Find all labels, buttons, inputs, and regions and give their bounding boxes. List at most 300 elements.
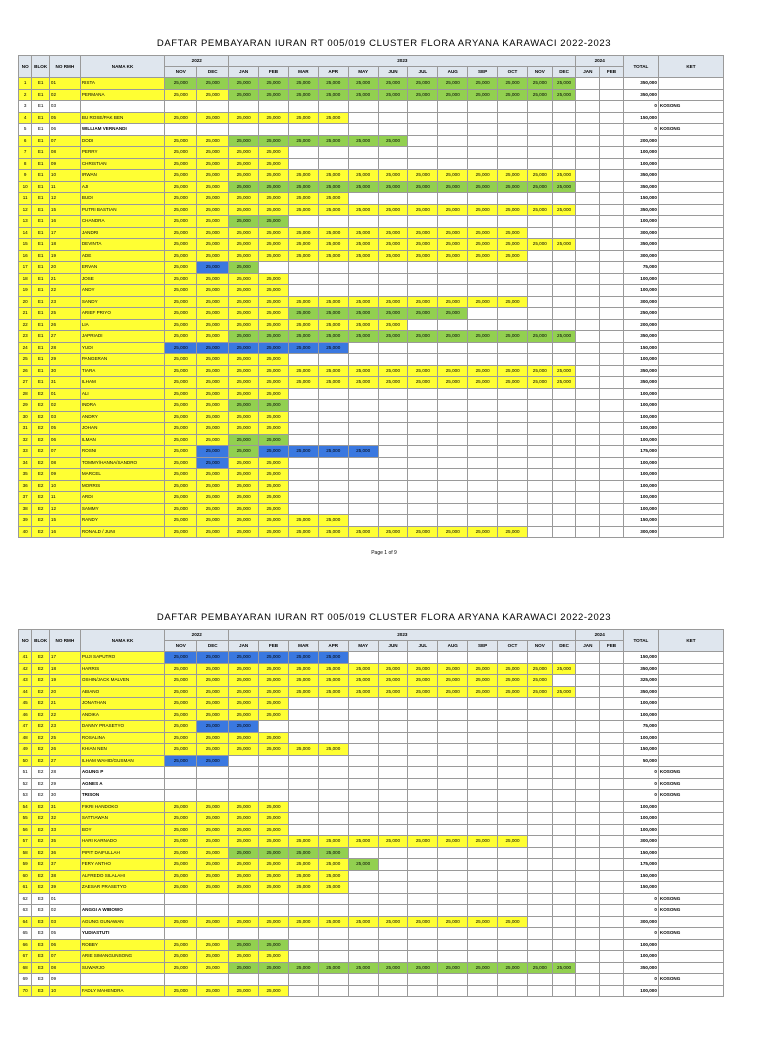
cell-no-rmh: 23: [49, 296, 80, 308]
cell-ket: [658, 250, 723, 262]
cell-payment: 25,000: [259, 354, 289, 366]
cell-payment: 25,000: [378, 170, 408, 182]
cell-payment: 25,000: [197, 721, 229, 733]
cell-empty: [378, 778, 408, 790]
cell-payment: 25,000: [408, 916, 438, 928]
table-row: [19, 675, 724, 687]
cell-empty: [348, 893, 378, 905]
cell-empty: [438, 778, 468, 790]
cell-nama-kk: ADE: [80, 250, 165, 262]
month-header: JAN: [229, 67, 259, 78]
cell-empty: [468, 273, 498, 285]
cell-payment: 25,000: [498, 526, 528, 538]
table-row: [19, 882, 724, 894]
cell-empty: [408, 974, 438, 986]
cell-empty: [600, 469, 624, 481]
cell-payment: 25,000: [165, 112, 197, 124]
cell-payment: 25,000: [438, 962, 468, 974]
cell-payment: 25,000: [165, 262, 197, 274]
cell-empty: [318, 928, 348, 940]
cell-no: 20: [19, 296, 32, 308]
cell-ket: [658, 147, 723, 159]
cell-payment: 25,000: [229, 939, 259, 951]
cell-empty: [527, 698, 552, 710]
cell-nama-kk: ILHAM: [80, 377, 165, 389]
cell-nama-kk: RISTA: [80, 78, 165, 90]
cell-empty: [552, 893, 576, 905]
cell-no: 18: [19, 273, 32, 285]
cell-payment: 25,000: [438, 526, 468, 538]
cell-empty: [408, 847, 438, 859]
cell-blok: E2: [32, 755, 50, 767]
cell-empty: [468, 503, 498, 515]
cell-empty: [408, 893, 438, 905]
cell-empty: [318, 354, 348, 366]
table-row: [19, 181, 724, 193]
cell-payment: 25,000: [259, 411, 289, 423]
cell-empty: [576, 709, 600, 721]
col-nama-kk: NAMA KK: [80, 630, 165, 652]
cell-empty: [527, 709, 552, 721]
cell-empty: [438, 319, 468, 331]
cell-no: 36: [19, 480, 32, 492]
cell-empty: [600, 744, 624, 756]
cell-payment: 25,000: [165, 663, 197, 675]
cell-empty: [348, 158, 378, 170]
cell-empty: [576, 181, 600, 193]
cell-empty: [498, 698, 528, 710]
cell-empty: [408, 870, 438, 882]
cell-empty: [378, 124, 408, 136]
cell-payment: 25,000: [165, 526, 197, 538]
cell-payment: 25,000: [259, 331, 289, 343]
cell-payment: 25,000: [165, 147, 197, 159]
cell-payment: 25,000: [378, 239, 408, 251]
cell-ket: KOSONG: [658, 974, 723, 986]
year-2022: 2022: [165, 630, 229, 641]
cell-ket: KOSONG: [658, 767, 723, 779]
cell-payment: 25,000: [165, 170, 197, 182]
cell-empty: [288, 732, 318, 744]
cell-empty: [197, 124, 229, 136]
cell-ket: [658, 227, 723, 239]
cell-payment: 25,000: [259, 204, 289, 216]
cell-payment: 25,000: [348, 446, 378, 458]
cell-payment: 25,000: [408, 686, 438, 698]
cell-empty: [576, 227, 600, 239]
cell-payment: 25,000: [197, 377, 229, 389]
cell-payment: 25,000: [468, 663, 498, 675]
cell-empty: [498, 480, 528, 492]
cell-empty: [348, 870, 378, 882]
cell-payment: 25,000: [468, 365, 498, 377]
cell-ket: KOSONG: [658, 893, 723, 905]
cell-empty: [408, 147, 438, 159]
cell-empty: [408, 434, 438, 446]
cell-no: 55: [19, 813, 32, 825]
cell-empty: [600, 135, 624, 147]
cell-empty: [576, 721, 600, 733]
cell-payment: 25,000: [498, 675, 528, 687]
cell-empty: [576, 331, 600, 343]
cell-empty: [576, 767, 600, 779]
cell-empty: [408, 135, 438, 147]
cell-empty: [600, 411, 624, 423]
cell-empty: [600, 239, 624, 251]
cell-payment: 25,000: [165, 227, 197, 239]
cell-nama-kk: ARIE SIMANGUNSONG: [80, 951, 165, 963]
cell-payment: 25,000: [318, 78, 348, 90]
cell-payment: 25,000: [197, 239, 229, 251]
cell-empty: [348, 400, 378, 412]
cell-total: 350,000: [623, 89, 658, 101]
cell-empty: [468, 905, 498, 917]
table-row: [19, 709, 724, 721]
cell-no: 8: [19, 158, 32, 170]
cell-blok: E2: [32, 434, 50, 446]
cell-empty: [288, 400, 318, 412]
cell-payment: 25,000: [259, 377, 289, 389]
cell-empty: [197, 974, 229, 986]
page-title: DAFTAR PEMBAYARAN IURAN RT 005/019 CLUSTER FLORA ARYANA KARAWACI 2022-2023: [156, 612, 612, 623]
cell-total: 150,000: [623, 744, 658, 756]
cell-empty: [378, 262, 408, 274]
cell-empty: [527, 285, 552, 297]
cell-empty: [552, 951, 576, 963]
cell-payment: 25,000: [229, 262, 259, 274]
cell-empty: [348, 193, 378, 205]
cell-empty: [527, 744, 552, 756]
cell-empty: [552, 744, 576, 756]
cell-empty: [288, 778, 318, 790]
cell-no: 24: [19, 342, 32, 354]
cell-ket: [658, 836, 723, 848]
cell-empty: [498, 400, 528, 412]
cell-nama-kk: RANDY: [80, 515, 165, 527]
cell-blok: E3: [32, 962, 50, 974]
cell-no-rmh: 01: [49, 388, 80, 400]
cell-empty: [438, 767, 468, 779]
cell-ket: [658, 675, 723, 687]
cell-payment: 25,000: [197, 847, 229, 859]
cell-ket: [658, 732, 723, 744]
table-row: [19, 388, 724, 400]
cell-blok: E3: [32, 928, 50, 940]
cell-payment: 25,000: [229, 709, 259, 721]
cell-empty: [348, 147, 378, 159]
cell-payment: 25,000: [348, 836, 378, 848]
cell-empty: [378, 434, 408, 446]
cell-empty: [576, 216, 600, 228]
cell-payment: 25,000: [438, 675, 468, 687]
cell-blok: E1: [32, 158, 50, 170]
cell-empty: [527, 652, 552, 664]
cell-payment: 25,000: [229, 273, 259, 285]
cell-payment: 25,000: [197, 434, 229, 446]
cell-payment: 25,000: [288, 181, 318, 193]
cell-empty: [468, 147, 498, 159]
cell-empty: [378, 492, 408, 504]
cell-empty: [527, 296, 552, 308]
cell-no: 62: [19, 893, 32, 905]
cell-payment: 25,000: [318, 250, 348, 262]
cell-payment: 25,000: [229, 204, 259, 216]
cell-empty: [318, 755, 348, 767]
cell-empty: [348, 423, 378, 435]
cell-empty: [527, 801, 552, 813]
cell-empty: [468, 790, 498, 802]
cell-empty: [408, 721, 438, 733]
cell-no-rmh: 29: [49, 778, 80, 790]
cell-payment: 25,000: [259, 951, 289, 963]
cell-payment: 25,000: [165, 273, 197, 285]
table-row: [19, 227, 724, 239]
cell-empty: [318, 423, 348, 435]
cell-empty: [552, 147, 576, 159]
cell-empty: [438, 790, 468, 802]
cell-empty: [600, 675, 624, 687]
cell-empty: [438, 985, 468, 997]
cell-empty: [576, 170, 600, 182]
cell-payment: 25,000: [165, 434, 197, 446]
cell-empty: [348, 985, 378, 997]
cell-no: 70: [19, 985, 32, 997]
table-row: [19, 698, 724, 710]
cell-empty: [378, 985, 408, 997]
cell-empty: [438, 744, 468, 756]
cell-empty: [527, 790, 552, 802]
cell-payment: 25,000: [468, 181, 498, 193]
cell-empty: [600, 250, 624, 262]
cell-payment: 25,000: [229, 859, 259, 871]
cell-ket: [658, 515, 723, 527]
cell-payment: 25,000: [259, 193, 289, 205]
cell-empty: [378, 388, 408, 400]
cell-payment: 25,000: [165, 652, 197, 664]
cell-payment: 25,000: [197, 354, 229, 366]
cell-empty: [288, 928, 318, 940]
cell-total: 100,000: [623, 709, 658, 721]
cell-payment: 25,000: [378, 675, 408, 687]
cell-nama-kk: SUWARJO: [80, 962, 165, 974]
cell-no-rmh: 07: [49, 135, 80, 147]
cell-empty: [468, 859, 498, 871]
cell-empty: [408, 411, 438, 423]
cell-total: 350,000: [623, 377, 658, 389]
cell-nama-kk: RONALD / JUNI: [80, 526, 165, 538]
cell-no: 21: [19, 308, 32, 320]
cell-empty: [527, 388, 552, 400]
cell-ket: [658, 503, 723, 515]
cell-empty: [318, 273, 348, 285]
cell-empty: [527, 732, 552, 744]
cell-empty: [576, 135, 600, 147]
cell-nama-kk: ROSNI: [80, 446, 165, 458]
cell-empty: [468, 457, 498, 469]
cell-empty: [498, 319, 528, 331]
cell-blok: E2: [32, 400, 50, 412]
cell-payment: 25,000: [197, 675, 229, 687]
cell-ket: [658, 870, 723, 882]
cell-payment: 25,000: [165, 216, 197, 228]
cell-payment: 25,000: [438, 181, 468, 193]
cell-payment: 25,000: [498, 377, 528, 389]
cell-no-rmh: 12: [49, 503, 80, 515]
cell-empty: [552, 801, 576, 813]
cell-empty: [348, 767, 378, 779]
cell-payment: 25,000: [165, 204, 197, 216]
cell-no: 69: [19, 974, 32, 986]
cell-payment: 25,000: [197, 709, 229, 721]
cell-empty: [288, 388, 318, 400]
cell-no-rmh: 02: [49, 905, 80, 917]
cell-payment: 25,000: [229, 836, 259, 848]
cell-empty: [576, 388, 600, 400]
cell-payment: 25,000: [552, 170, 576, 182]
cell-empty: [318, 492, 348, 504]
cell-blok: E3: [32, 905, 50, 917]
cell-empty: [576, 790, 600, 802]
month-header: OCT: [498, 641, 528, 652]
cell-empty: [438, 974, 468, 986]
cell-payment: 25,000: [378, 331, 408, 343]
cell-blok: E2: [32, 870, 50, 882]
col-ket: KET: [658, 56, 723, 78]
cell-ket: [658, 342, 723, 354]
cell-blok: E3: [32, 939, 50, 951]
cell-total: 100,000: [623, 503, 658, 515]
cell-payment: 25,000: [288, 526, 318, 538]
month-header: JUN: [378, 67, 408, 78]
cell-empty: [468, 974, 498, 986]
cell-no: 28: [19, 388, 32, 400]
cell-no: 54: [19, 801, 32, 813]
cell-empty: [527, 824, 552, 836]
cell-blok: E1: [32, 250, 50, 262]
cell-empty: [498, 101, 528, 113]
cell-payment: 25,000: [348, 526, 378, 538]
cell-payment: 25,000: [288, 239, 318, 251]
cell-empty: [288, 469, 318, 481]
cell-payment: 25,000: [197, 515, 229, 527]
cell-payment: 25,000: [288, 227, 318, 239]
cell-empty: [600, 962, 624, 974]
cell-empty: [378, 503, 408, 515]
cell-empty: [197, 905, 229, 917]
cell-no: 41: [19, 652, 32, 664]
cell-empty: [576, 78, 600, 90]
cell-no-rmh: 22: [49, 285, 80, 297]
col-total: TOTAL: [623, 56, 658, 78]
cell-empty: [600, 308, 624, 320]
cell-empty: [527, 859, 552, 871]
cell-no-rmh: 16: [49, 526, 80, 538]
cell-empty: [438, 951, 468, 963]
cell-total: 300,000: [623, 250, 658, 262]
table-row: [19, 778, 724, 790]
cell-empty: [288, 411, 318, 423]
cell-ket: [658, 709, 723, 721]
cell-empty: [600, 778, 624, 790]
cell-empty: [552, 526, 576, 538]
cell-payment: 25,000: [229, 285, 259, 297]
cell-no-rmh: 27: [49, 755, 80, 767]
month-header: NOV: [527, 67, 552, 78]
cell-payment: 25,000: [552, 239, 576, 251]
cell-empty: [600, 262, 624, 274]
cell-payment: 25,000: [197, 652, 229, 664]
cell-payment: 25,000: [197, 686, 229, 698]
cell-empty: [165, 928, 197, 940]
cell-payment: 25,000: [229, 158, 259, 170]
cell-total: 350,000: [623, 239, 658, 251]
cell-empty: [576, 377, 600, 389]
cell-ket: [658, 813, 723, 825]
cell-empty: [576, 89, 600, 101]
cell-empty: [438, 411, 468, 423]
cell-empty: [576, 836, 600, 848]
cell-empty: [438, 939, 468, 951]
cell-nama-kk: HARI KARNADO: [80, 836, 165, 848]
cell-empty: [378, 939, 408, 951]
cell-payment: 25,000: [527, 181, 552, 193]
cell-payment: 25,000: [197, 342, 229, 354]
cell-empty: [259, 905, 289, 917]
cell-payment: 25,000: [408, 377, 438, 389]
cell-no-rmh: 10: [49, 480, 80, 492]
cell-payment: 25,000: [229, 446, 259, 458]
cell-no: 61: [19, 882, 32, 894]
cell-empty: [527, 446, 552, 458]
cell-payment: 25,000: [498, 331, 528, 343]
cell-no-rmh: 38: [49, 870, 80, 882]
cell-ket: [658, 112, 723, 124]
cell-empty: [576, 469, 600, 481]
cell-no-rmh: 01: [49, 78, 80, 90]
cell-ket: [658, 308, 723, 320]
cell-payment: 25,000: [259, 296, 289, 308]
cell-payment: 25,000: [165, 744, 197, 756]
cell-empty: [408, 216, 438, 228]
cell-empty: [378, 446, 408, 458]
cell-nama-kk: ANDY: [80, 285, 165, 297]
cell-empty: [576, 962, 600, 974]
cell-payment: 25,000: [197, 755, 229, 767]
cell-empty: [576, 319, 600, 331]
cell-empty: [378, 882, 408, 894]
cell-ket: [658, 652, 723, 664]
cell-empty: [259, 778, 289, 790]
cell-no-rmh: 37: [49, 859, 80, 871]
cell-empty: [576, 882, 600, 894]
cell-blok: E1: [32, 342, 50, 354]
cell-nama-kk: ROBBY: [80, 939, 165, 951]
cell-empty: [318, 388, 348, 400]
cell-empty: [552, 285, 576, 297]
cell-payment: 25,000: [498, 170, 528, 182]
table-row: [19, 469, 724, 481]
cell-blok: E2: [32, 698, 50, 710]
cell-empty: [318, 457, 348, 469]
cell-empty: [600, 204, 624, 216]
cell-payment: 25,000: [259, 365, 289, 377]
cell-payment: 25,000: [288, 962, 318, 974]
cell-empty: [288, 480, 318, 492]
cell-payment: 25,000: [197, 227, 229, 239]
cell-empty: [438, 193, 468, 205]
cell-payment: 25,000: [318, 204, 348, 216]
cell-empty: [438, 824, 468, 836]
